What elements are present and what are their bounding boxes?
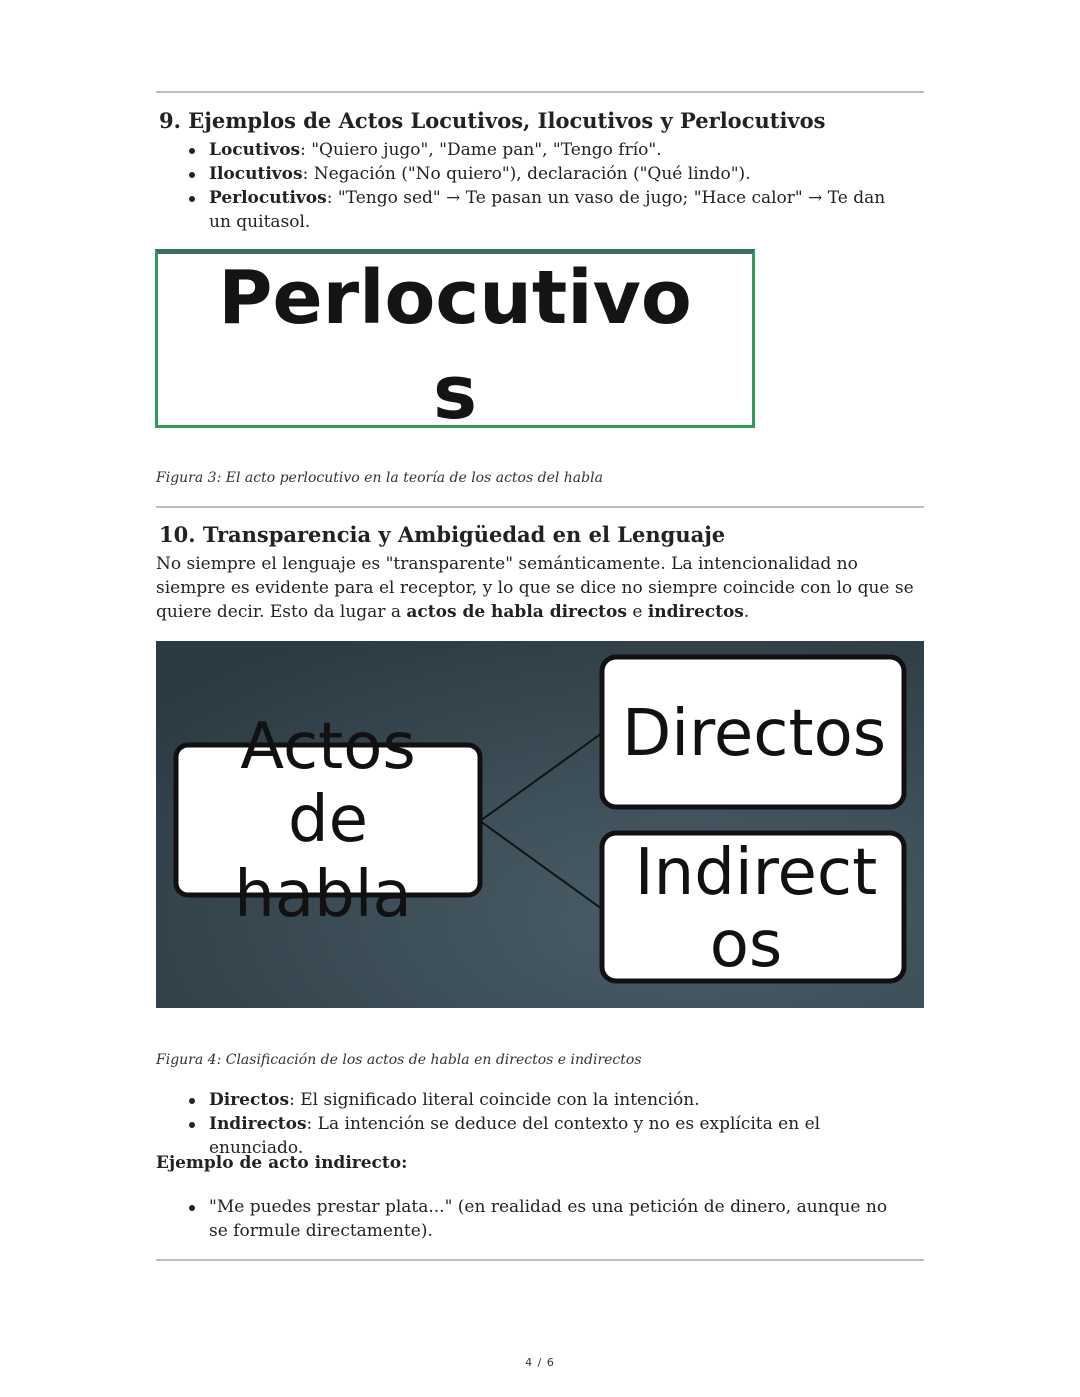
- paragraph-text: No siempre el lenguaje es "transparente" semánticamente. La intencionalidad no siempre es evidente para el receptor, y lo que se dice no siempre coincide con lo que se quiere decir. Esto da lugar a: [156, 554, 914, 622]
- text-perlocutivos: : "Tengo sed" → Te pasan un vaso de jugo; "Hace calor" → Te dan un quitasol.: [209, 188, 886, 232]
- list-item-locutivos: [156, 138, 896, 162]
- term-ilocutivos: Ilocutivos: [209, 164, 303, 184]
- figure-4-caption: Figura 4: Clasificación de los actos de habla en directos e indirectos: [156, 1052, 642, 1068]
- figure-4-diagram: [156, 641, 924, 1008]
- example-text: "Me puedes prestar plata..." (en realidad es una petición de dinero, aunque no se formule directamente).: [209, 1197, 888, 1241]
- section-10-paragraph: [156, 552, 924, 624]
- horizontal-rule: [156, 91, 924, 93]
- text-ilocutivos: : Negación ("No quiero"), declaración ("Qué lindo").: [302, 164, 751, 184]
- figure-3-caption: Figura 3: El acto perlocutivo en la teoría de los actos del habla: [156, 470, 603, 486]
- top-box-label: Directos: [621, 697, 887, 771]
- text-locutivos: : "Quiero jugo", "Dame pan", "Tengo frío".: [300, 140, 662, 160]
- section-10-heading: 10. Transparencia y Ambigüedad en el Lenguaje: [159, 522, 726, 547]
- example-heading: Ejemplo de acto indirecto:: [156, 1153, 408, 1173]
- text-indirectos: : La intención se deduce del contexto y no es explícita en el enunciado.: [209, 1114, 821, 1158]
- list-item-example: [156, 1195, 896, 1243]
- figure-3-word-line2: s: [432, 350, 478, 436]
- term-directos: Directos: [209, 1090, 290, 1110]
- text-directos: : El significado literal coincide con la intención.: [289, 1090, 700, 1110]
- section-9-list: [156, 138, 896, 234]
- bottom-box-line1: Indirect: [634, 836, 878, 910]
- list-item-perlocutivos: [156, 186, 896, 234]
- definitions-list: [156, 1088, 916, 1160]
- section-9-heading: 9. Ejemplos de Actos Locutivos, Ilocutivos y Perlocutivos: [159, 108, 826, 133]
- page-number: 4 / 6: [525, 1356, 555, 1369]
- horizontal-rule: [156, 1259, 924, 1261]
- paragraph-connector: e: [626, 602, 648, 622]
- paragraph-end: .: [743, 602, 750, 622]
- term-locutivos: Locutivos: [209, 140, 301, 160]
- horizontal-rule: [156, 506, 924, 508]
- list-item-directos: [156, 1088, 916, 1112]
- example-list: [156, 1195, 896, 1243]
- left-box-line2: de: [288, 783, 368, 857]
- figure-3-word-line1: Perlocutivo: [218, 255, 692, 341]
- list-item-ilocutivos: [156, 162, 896, 186]
- bottom-box-line2: os: [709, 908, 783, 982]
- figure-3-image: [155, 249, 755, 436]
- term-indirectos: Indirectos: [209, 1114, 307, 1134]
- paragraph-bold-indirect: indirectos: [647, 602, 744, 622]
- left-box-line1: Actos: [240, 710, 416, 784]
- term-perlocutivos: Perlocutivos: [209, 188, 327, 208]
- paragraph-bold-direct: actos de habla directos: [406, 602, 627, 622]
- left-box-line3: habla: [234, 858, 412, 932]
